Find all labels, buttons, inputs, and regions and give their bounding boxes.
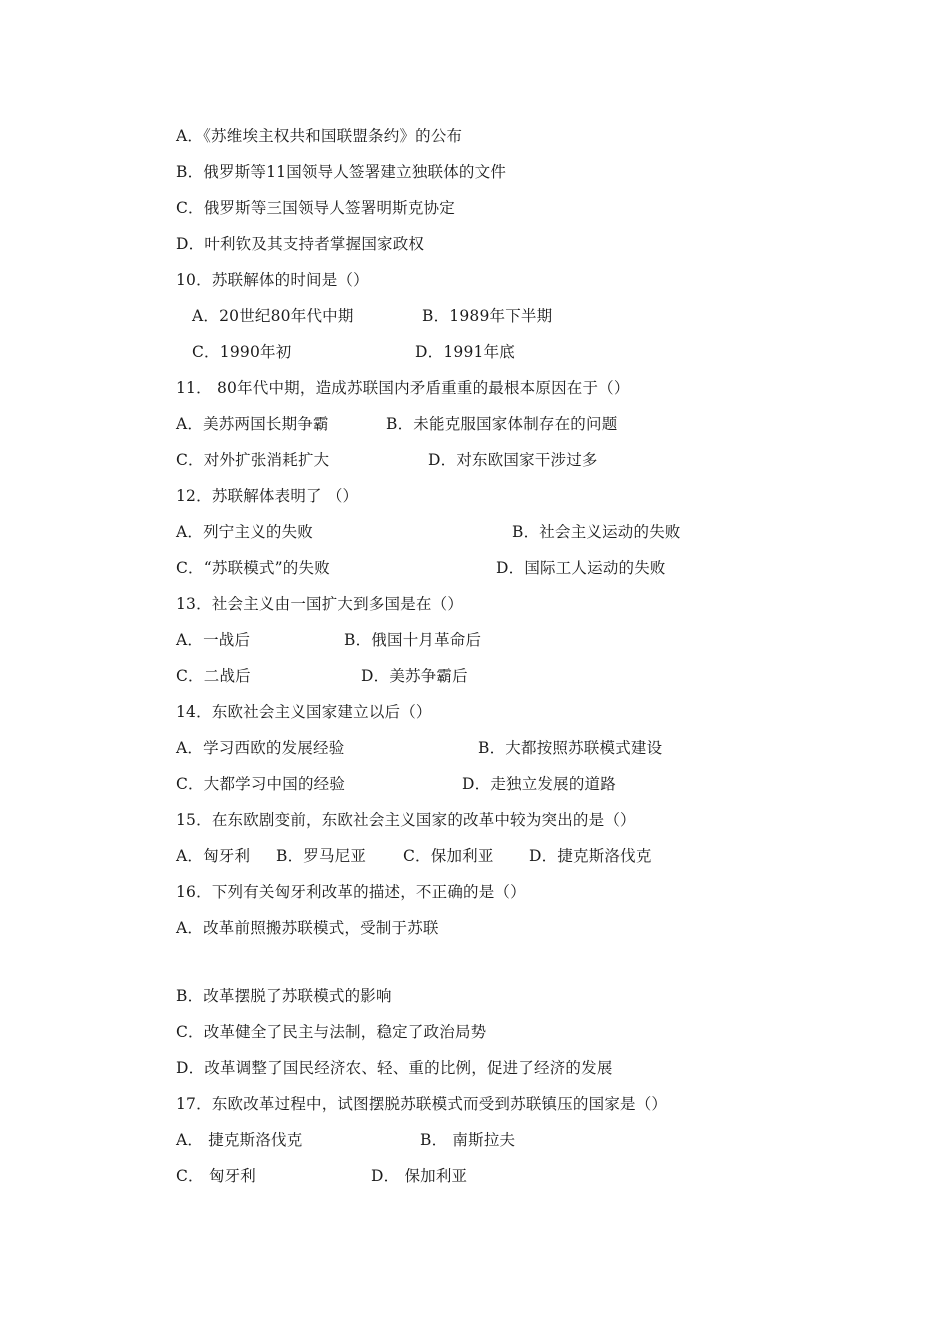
option-d: D．改革调整了国民经济农、轻、重的比例，促进了经济的发展 xyxy=(176,1059,613,1077)
option-c: C．对外扩张消耗扩大 xyxy=(176,451,330,469)
option-d: D．对东欧国家干涉过多 xyxy=(428,451,598,469)
option-a: A．学习西欧的发展经验 xyxy=(176,739,345,757)
option-c: C．二战后 xyxy=(176,667,251,685)
option-b: B．俄国十月革命后 xyxy=(344,631,482,649)
option-a: A．匈牙利 xyxy=(176,847,251,865)
option-c: C．大都学习中国的经验 xyxy=(176,775,346,793)
option-c: C． 匈牙利 xyxy=(176,1167,256,1185)
option-c: C．“苏联模式”的失败 xyxy=(176,559,330,577)
option-d: D．捷克斯洛伐克 xyxy=(529,847,652,865)
option-a: A．《苏维埃主权共和国联盟条约》的公布 xyxy=(176,127,463,145)
option-b: B．俄罗斯等11国领导人签署建立独联体的文件 xyxy=(176,163,507,181)
option-a: A．美苏两国长期争霸 xyxy=(176,415,329,433)
option-a: A． 捷克斯洛伐克 xyxy=(176,1131,303,1149)
option-d: D．国际工人运动的失败 xyxy=(496,559,666,577)
option-a: A．一战后 xyxy=(176,631,251,649)
option-b: B．罗马尼亚 xyxy=(276,847,367,865)
option-d: D．美苏争霸后 xyxy=(361,667,468,685)
option-c: C．改革健全了民主与法制，稳定了政治局势 xyxy=(176,1023,487,1041)
option-d: D．叶利钦及其支持者掌握国家政权 xyxy=(176,235,425,253)
option-b: B． 南斯拉夫 xyxy=(420,1131,516,1149)
question-text: 13．社会主义由一国扩大到多国是在（） xyxy=(176,595,464,613)
question-text: 16．下列有关匈牙利改革的描述，不正确的是（） xyxy=(176,883,526,901)
option-d: D．1991年底 xyxy=(415,343,515,361)
option-a: A．改革前照搬苏联模式，受制于苏联 xyxy=(176,919,439,937)
option-a: A．列宁主义的失败 xyxy=(176,523,313,541)
question-text: 12．苏联解体表明了 （） xyxy=(176,487,359,505)
option-b: B．未能克服国家体制存在的问题 xyxy=(386,415,618,433)
option-d: D．走独立发展的道路 xyxy=(462,775,616,793)
option-b: B．大都按照苏联模式建设 xyxy=(478,739,663,757)
option-b: B．社会主义运动的失败 xyxy=(512,523,681,541)
question-text: 14．东欧社会主义国家建立以后（） xyxy=(176,703,432,721)
option-a: A．20世纪80年代中期 xyxy=(192,307,354,325)
option-b: B．1989年下半期 xyxy=(422,307,553,325)
question-text: 17．东欧改革过程中，试图摆脱苏联模式而受到苏联镇压的国家是（） xyxy=(176,1095,668,1113)
option-c: C．俄罗斯等三国领导人签署明斯克协定 xyxy=(176,199,455,217)
option-b: B．改革摆脱了苏联模式的影响 xyxy=(176,987,392,1005)
question-text: 11． 80年代中期，造成苏联国内矛盾重重的最根本原因在于（） xyxy=(176,379,630,397)
option-d: D． 保加利亚 xyxy=(371,1167,468,1185)
option-c: C．保加利亚 xyxy=(403,847,494,865)
option-c: C．1990年初 xyxy=(192,343,292,361)
question-text: 15．在东欧剧变前，东欧社会主义国家的改革中较为突出的是（） xyxy=(176,811,636,829)
question-text: 10．苏联解体的时间是（） xyxy=(176,271,369,289)
